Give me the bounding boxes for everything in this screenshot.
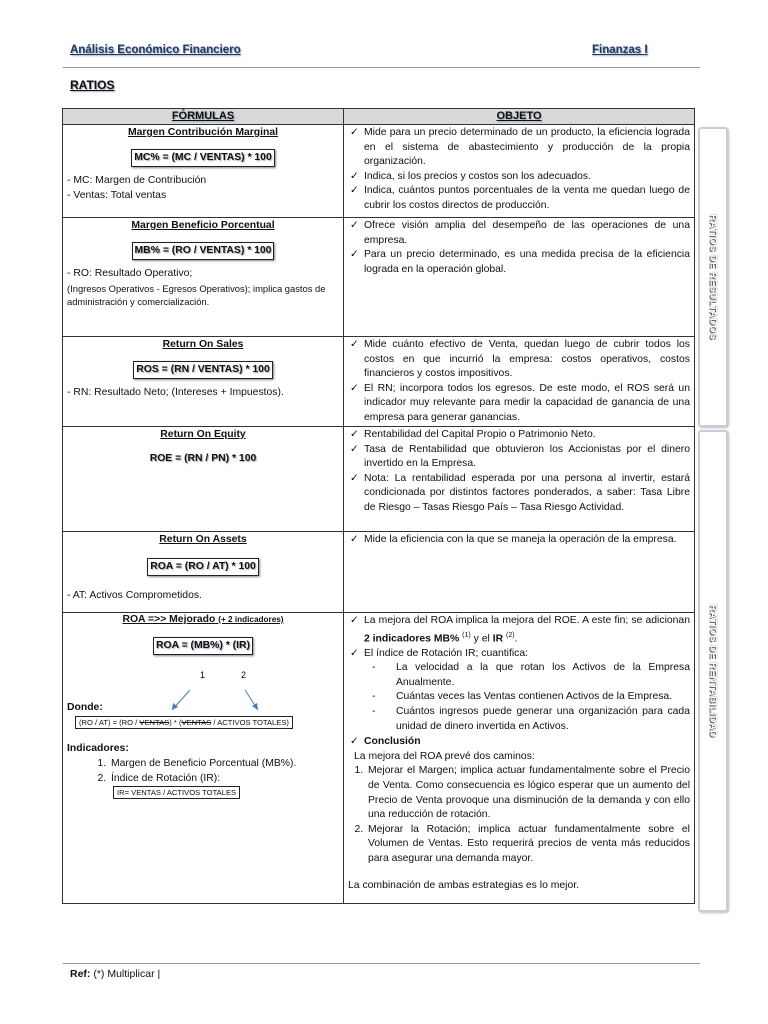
roa-arrows-diagram: [160, 670, 280, 718]
footer-text: (*) Multiplicar |: [90, 968, 161, 980]
formula-cell: [63, 218, 344, 337]
objeto-cell: [344, 337, 695, 427]
table-header-row: [63, 109, 695, 125]
objeto-item: ✓ Ofrece visión amplia del desempeño de las operaciones de una empresa.: [348, 219, 690, 248]
header-course: Finanzas I: [592, 44, 648, 56]
objeto-item: ✓ Indica, cuántos puntos porcentuales de la venta me quedan luego de cubrir los costos directos de producción.: [348, 184, 690, 213]
table-row: [63, 337, 695, 427]
table-row: [63, 427, 695, 532]
objeto-item: ✓ El índice de Rotación IR; cuantifica:: [348, 647, 690, 662]
ratio-formula: ROA = (MB%) * (IR): [153, 637, 253, 656]
ratio-note: - AT: Activos Comprometidos.: [67, 590, 202, 602]
ratio-formula: MC% = (MC / VENTAS) * 100: [131, 149, 275, 168]
donde-formula: (RO / AT) = (RO / VENTAS) * (VENTAS / ACTIVOS TOTALES): [75, 716, 293, 729]
table-row: [63, 532, 695, 613]
ratio-name: Return On Assets: [159, 534, 247, 545]
indicadores-label: Indicadores:: [67, 743, 129, 755]
objeto-item: ✓ Rentabilidad del Capital Propio o Patrimonio Neto.: [348, 428, 690, 443]
footer-ref-label: Ref:: [70, 968, 91, 980]
ratio-note: - RN: Resultado Neto; (Intereses + Impuestos).: [67, 387, 284, 399]
ratio-note: - MC: Margen de Contribución: [67, 175, 207, 187]
objeto-item: ✓ Indica, si los precios y costos son los adecuados.: [348, 170, 690, 185]
ratio-formula: ROA = (RO / AT) * 100: [147, 558, 259, 577]
objeto-cell: [344, 218, 695, 337]
ratio-name: Return On Sales: [162, 339, 244, 350]
side-label-resultados: RATIOS DE RESULTADOS: [698, 127, 728, 427]
ratio-name: Margen Contribución Marginal: [127, 127, 279, 138]
formula-cell: [63, 613, 344, 904]
table-row: [63, 125, 695, 218]
objeto-item: ✓ Mide la eficiencia con la que se maneja la operación de la empresa.: [348, 533, 690, 548]
objeto-item: ✓ Mide para un precio determinado de un producto, la eficiencia lograda en el sistema de abastecimiento y producción de la propia organización.: [348, 126, 690, 170]
objeto-item: ✓ Para un precio determinado, es una medida precisa de la eficiencia lograda en la operación global.: [348, 248, 690, 277]
ratios-table: [62, 108, 695, 904]
ratio-note-small: (Ingresos Operativos - Egresos Operativos); implica gastos de administración y comercialización.: [67, 282, 326, 307]
footer-divider: [63, 963, 700, 964]
objeto-cell: [344, 427, 695, 532]
objeto-cell: [344, 532, 695, 613]
objeto-item: ✓ Tasa de Rentabilidad que obtuvieron los Accionistas por el dinero invertido en la Empresa.: [348, 443, 690, 472]
arrow-1-label: 1: [200, 670, 206, 680]
formula-cell: [63, 427, 344, 532]
formula-cell: [63, 532, 344, 613]
ratio-name: Return On Equity: [160, 429, 246, 440]
rotacion-item: - Cuántas veces las Ventas contienen Activos de la Empresa.: [372, 690, 690, 705]
objeto-item: ✓ Nota: La rentabilidad esperada por una persona al invertir, estará condicionada por distintos factores ponderados, a saber: Tasa Libre de Riesgo – Tasas Riesgo País – Tasa Riesgo Actividad.: [348, 472, 690, 516]
arrow-2-label: 2: [241, 670, 247, 680]
table-row: [63, 613, 695, 904]
side-label-rentabilidad: RATIOS DE RENTABILIDAD: [698, 430, 728, 912]
ratio-name: Margen Beneficio Porcentual: [131, 220, 275, 231]
ratio-note: - RO: Resultado Operativo;: [67, 268, 193, 280]
ratio-formula: ROS = (RN / VENTAS) * 100: [133, 361, 272, 380]
formula-cell: [63, 125, 344, 218]
arrow-2-head-icon: [252, 703, 258, 710]
page-title: RATIOS: [70, 78, 115, 92]
rotacion-item: - La velocidad a la que rotan los Activos de la Empresa Anualmente.: [372, 661, 690, 690]
ratio-note: - Ventas: Total ventas: [67, 189, 167, 201]
donde-label: Donde:: [67, 702, 103, 714]
indicador-item: 2. Índice de Rotación (IR):: [109, 772, 339, 787]
column-header-objeto: OBJETO: [344, 109, 695, 125]
ratio-name: ROA =>> Mejorado: [122, 614, 216, 625]
objeto-item: ✓ La mejora del ROA implica la mejora del ROE. A este fin; se adicionan 2 indicadores MB% $^{(1)}$ y el IR $^{(2)}$.: [348, 614, 690, 647]
rotacion-item: - Cuántos ingresos puede generar una organización para cada unidad de dinero invertida en Activos.: [372, 705, 690, 734]
header-divider: [63, 67, 700, 68]
conclusion-heading: ✓ Conclusión: [348, 735, 690, 750]
conclusion-final: La combinación de ambas estrategias es lo mejor.: [348, 879, 580, 891]
indicador-item: 1. Margen de Beneficio Porcentual (MB%).: [109, 757, 339, 772]
ratio-formula: ROE = (RN / PN) * 100: [149, 452, 257, 464]
camino-item: 1. Mejorar el Margen; implica actuar fundamentalmente sobre el Precio de Venta. Como consecuencia es lógico esperar que un aumento del Precio de Venta provoque una disminución de la demanda y con ello una reducción de rotación.: [366, 764, 690, 822]
ratio-formula: MB% = (RO / VENTAS) * 100: [132, 242, 275, 261]
objeto-cell: [344, 613, 695, 904]
objeto-cell: [344, 125, 695, 218]
table-row: [63, 218, 695, 337]
objeto-item: ✓ Mide cuánto efectivo de Venta, quedan luego de cubrir todos los costos en que incurrió la empresa: costos operativos, costos financieros y costos impositivos.: [348, 338, 690, 382]
column-header-formulas: FÓRMULAS: [63, 109, 344, 125]
header-title: Análisis Económico Financiero: [70, 44, 241, 56]
objeto-item: ✓ El RN; incorpora todos los egresos. De este modo, el ROS será un indicador muy relevante para medir la capacidad de ganancia de una empresa para generar ganancias.: [348, 382, 690, 426]
conclusion-intro: La mejora del ROA prevé dos caminos:: [354, 750, 535, 762]
ratio-name-detail: (+ 2 indicadores): [218, 615, 284, 624]
footer: [70, 968, 160, 980]
camino-item: 2. Mejorar la Rotación; implica actuar fundamentalmente sobre el Volumen de Ventas. Esto requerirá precios de venta más reducidos para asegurar una demanda mayor.: [366, 823, 690, 867]
ir-formula: IR= VENTAS / ACTIVOS TOTALES: [113, 786, 240, 799]
formula-cell: [63, 337, 344, 427]
